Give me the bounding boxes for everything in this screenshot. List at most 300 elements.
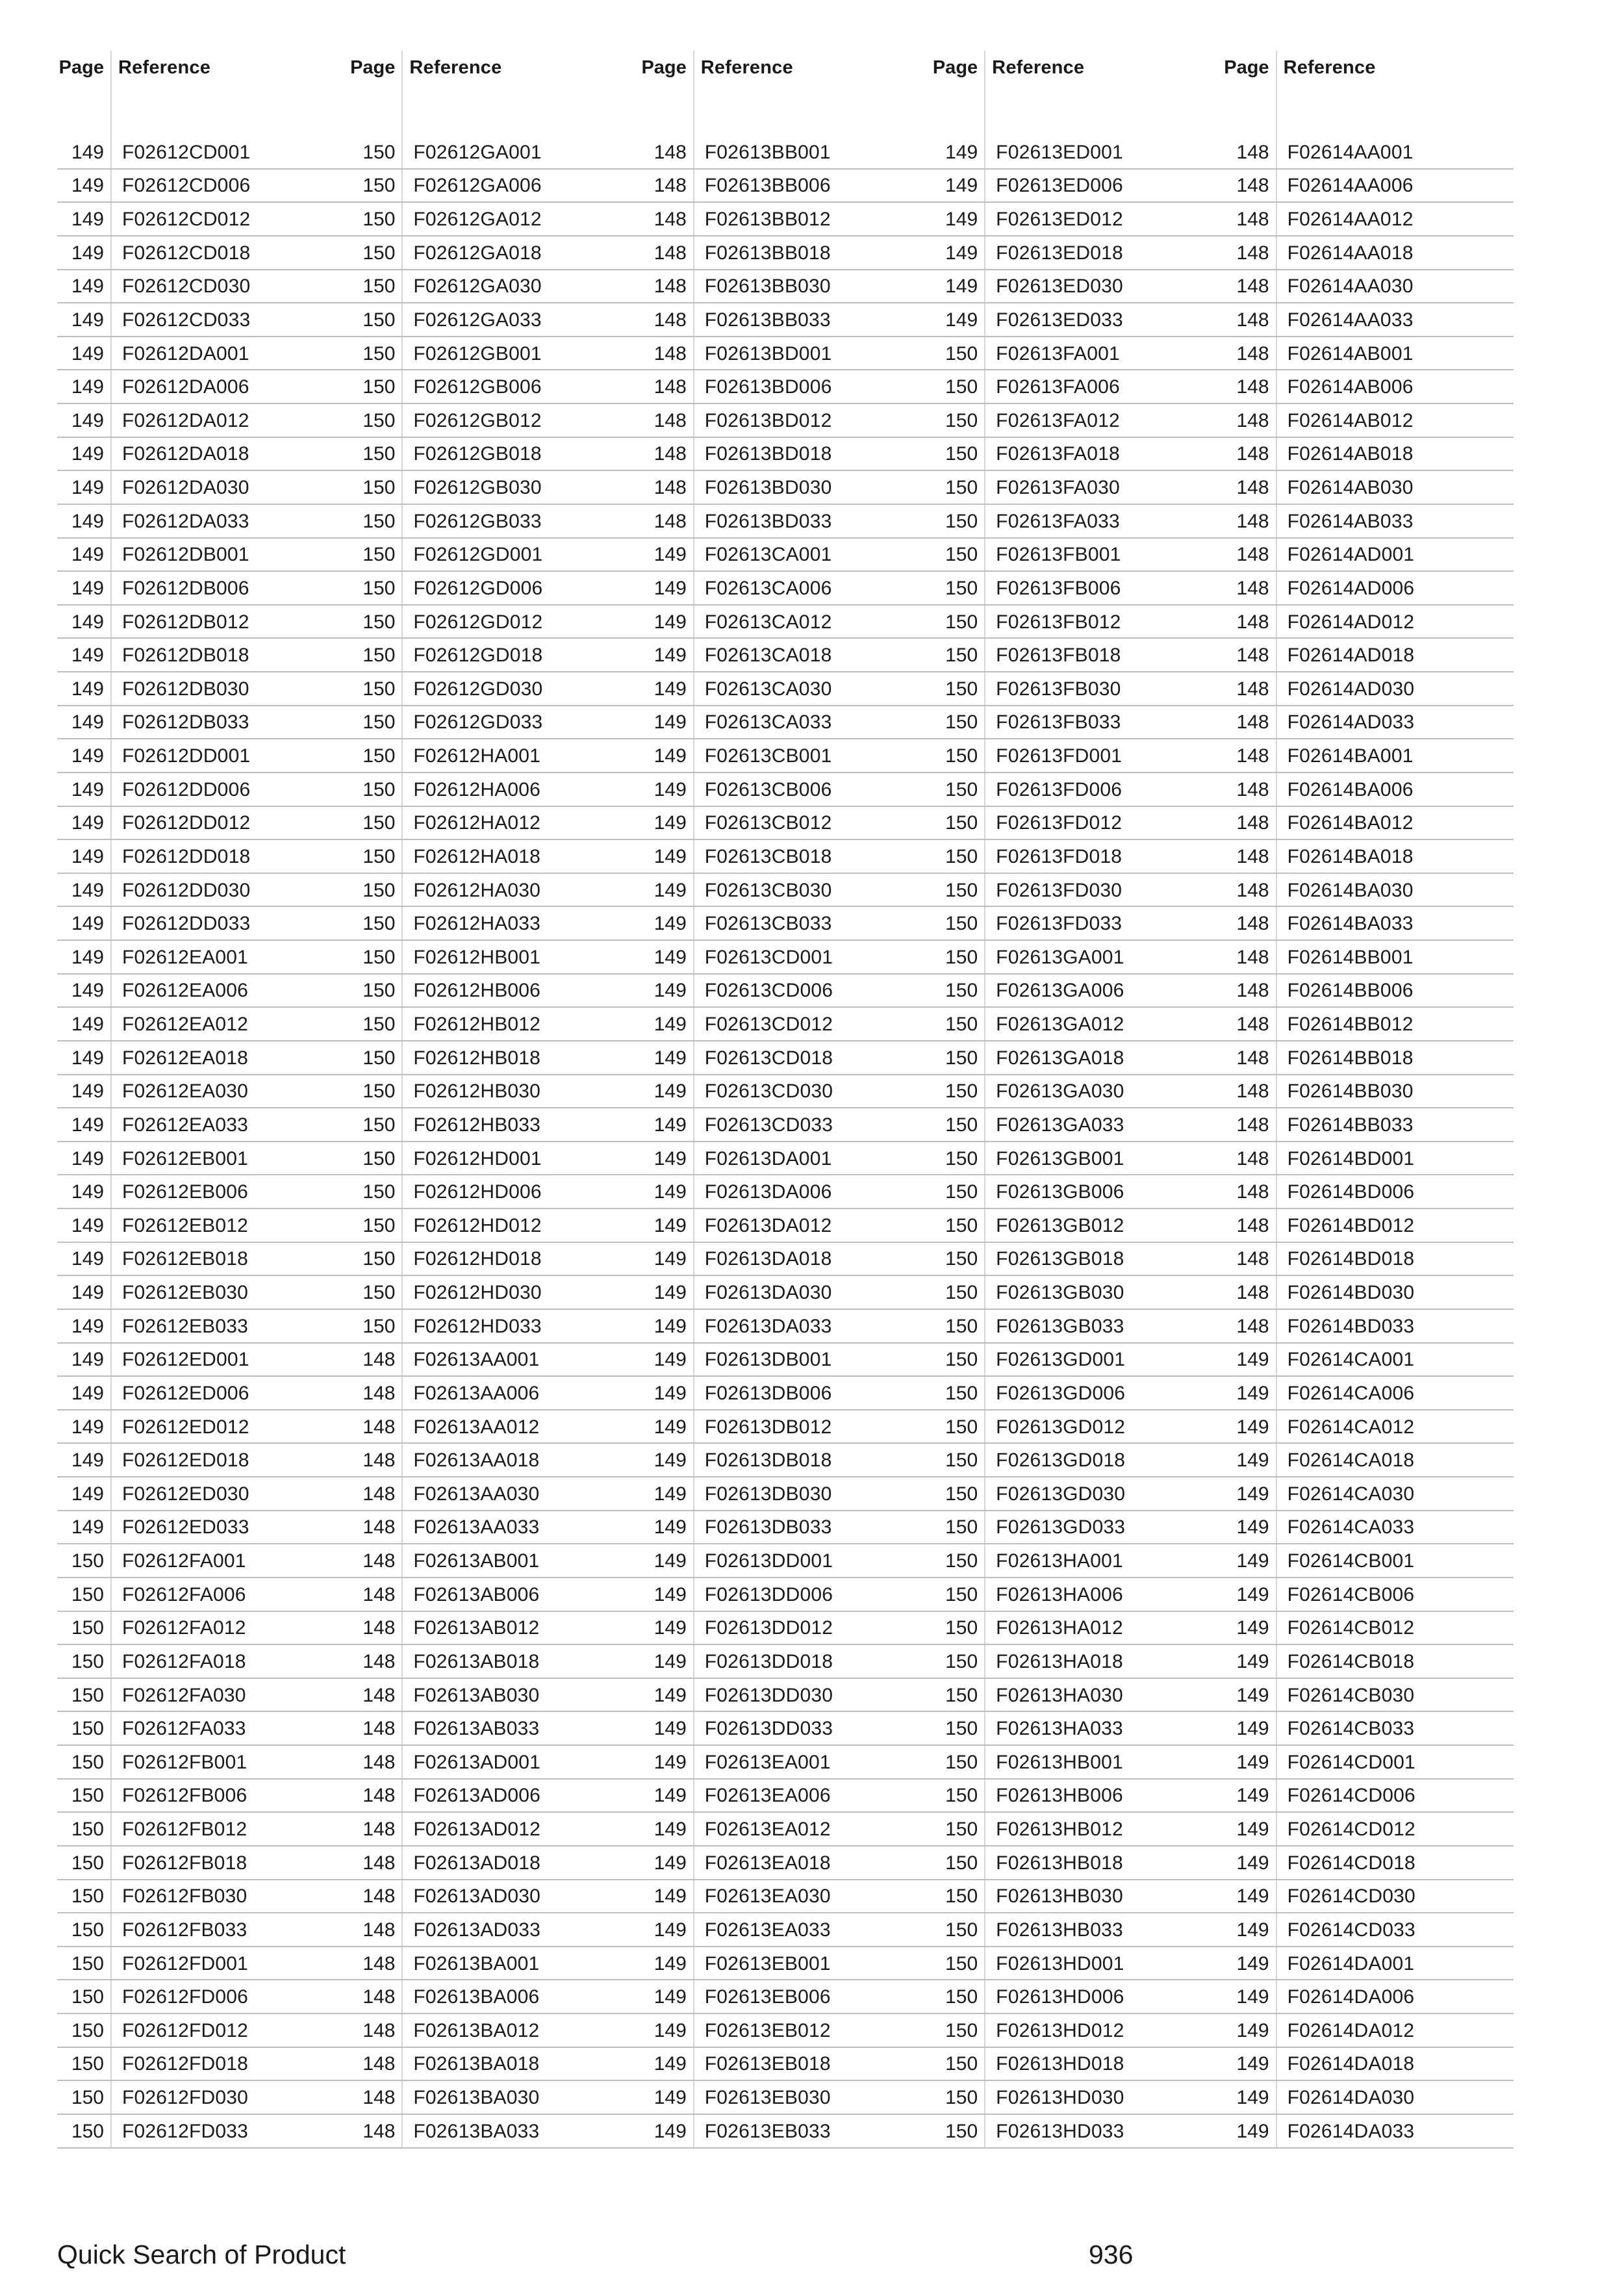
page-number-cell: 150 (931, 1108, 985, 1142)
reference-cell: F02613AD006 (413, 1785, 541, 1807)
reference-cell: F02613EB001 (704, 1952, 831, 1974)
page-number-cell: 150 (348, 1310, 403, 1344)
entry-group (348, 270, 639, 304)
entry-group (1223, 1276, 1514, 1310)
page-number-cell: 149 (640, 1243, 694, 1277)
reference-cell: F02612GA018 (413, 242, 542, 264)
reference-cell: F02614BA018 (1287, 845, 1414, 867)
page-number-cell: 150 (931, 1780, 985, 1813)
reference-cell: F02612CD001 (122, 141, 251, 163)
entry-group (348, 2115, 639, 2149)
entry-group (1223, 1209, 1514, 1243)
header-spacer-cell (1223, 84, 1277, 136)
page-number-cell: 150 (57, 1813, 112, 1846)
entry-group (931, 706, 1222, 740)
reference-cell: F02613AD012 (413, 1819, 541, 1841)
page-number-cell: 150 (348, 874, 403, 908)
reference-cell: F02613HA018 (996, 1650, 1123, 1672)
entry-group (348, 1344, 639, 1377)
page-number-cell: 150 (57, 1578, 112, 1612)
reference-cell: F02613DA012 (704, 1214, 832, 1236)
reference-cell: F02613GD018 (996, 1450, 1126, 1472)
entry-group (348, 1008, 639, 1041)
entry-group (1223, 639, 1514, 672)
entry-group (1223, 505, 1514, 539)
entry-group (348, 1578, 639, 1612)
header-spacer-group (348, 84, 639, 136)
page-number-cell: 150 (931, 1175, 985, 1209)
entry-group (1223, 1544, 1514, 1578)
page-number-cell: 149 (931, 203, 985, 236)
reference-cell: F02612DA012 (122, 409, 249, 431)
entry-group (57, 1913, 348, 1947)
entry-group (931, 606, 1222, 639)
page-number-cell: 150 (348, 404, 403, 438)
entry-group (348, 1477, 639, 1511)
reference-cell: F02613ED033 (996, 309, 1123, 331)
entry-group (348, 1980, 639, 2014)
page-number-cell: 148 (640, 136, 694, 170)
entry-group (1223, 1041, 1514, 1075)
page-number-cell: 149 (57, 706, 112, 740)
reference-cell: F02613CD006 (704, 980, 833, 1002)
page-number-cell: 149 (640, 1477, 694, 1511)
entry-group (1223, 1108, 1514, 1142)
page-number-cell: 149 (57, 606, 112, 639)
reference-cell: F02612HD012 (413, 1214, 542, 1236)
entry-group (57, 1142, 348, 1176)
entry-group (931, 874, 1222, 908)
reference-cell: F02613CA030 (704, 678, 832, 700)
reference-cell: F02613DA006 (704, 1181, 832, 1203)
entry-group (57, 1075, 348, 1109)
reference-cell: F02613DD006 (704, 1583, 833, 1605)
page-number-cell: 150 (931, 1712, 985, 1746)
reference-cell: F02613DA001 (704, 1147, 832, 1169)
reference-cell: F02614AB033 (1287, 510, 1414, 532)
reference-cell: F02614CB006 (1287, 1583, 1415, 1605)
entry-group (640, 1108, 931, 1142)
reference-cell: F02613DB030 (704, 1483, 832, 1505)
page-number-cell: 148 (348, 1511, 403, 1545)
reference-cell: F02613FD012 (996, 812, 1123, 834)
entry-group (57, 236, 348, 270)
entry-group (57, 1444, 348, 1477)
entry-group (1223, 1243, 1514, 1277)
entry-group (1223, 1712, 1514, 1746)
entry-group (57, 203, 348, 236)
page-number-cell: 150 (931, 1444, 985, 1477)
reference-cell: F02612CD012 (122, 209, 251, 231)
page-number-cell: 148 (1223, 1008, 1277, 1041)
reference-cell: F02613HD018 (996, 2053, 1124, 2075)
entry-group (348, 907, 639, 941)
reference-cell: F02614CA006 (1287, 1382, 1415, 1404)
entry-group (57, 1477, 348, 1511)
table-row (57, 2048, 1514, 2082)
reference-cell: F02613BD012 (704, 409, 832, 431)
page-number-cell: 149 (57, 1175, 112, 1209)
header-spacer-group (57, 84, 348, 136)
reference-cell: F02612HD030 (413, 1282, 542, 1304)
entry-group (640, 303, 931, 337)
page-number-cell: 149 (57, 1276, 112, 1310)
entry-group (640, 1880, 931, 1914)
reference-cell: F02613DB006 (704, 1382, 832, 1404)
entry-group (1223, 2014, 1514, 2048)
header-spacer-group (1223, 84, 1514, 136)
reference-cell: F02612HA001 (413, 745, 541, 767)
entry-group (640, 1980, 931, 2014)
page-number-cell: 149 (640, 672, 694, 706)
table-row (57, 236, 1514, 270)
entry-group (1223, 1477, 1514, 1511)
entry-group (931, 471, 1222, 505)
entry-group (931, 1780, 1222, 1813)
reference-cell: F02613AA030 (413, 1483, 540, 1505)
entry-group (1223, 1813, 1514, 1846)
page-number-cell: 148 (1223, 606, 1277, 639)
reference-cell: F02614CA030 (1287, 1483, 1415, 1505)
page-number-cell: 150 (931, 1411, 985, 1444)
entry-group (1223, 1578, 1514, 1612)
reference-cell: F02613GB001 (996, 1147, 1124, 1169)
table-row (57, 303, 1514, 337)
reference-cell: F02613HA006 (996, 1583, 1123, 1605)
page-number-cell: 149 (640, 706, 694, 740)
page-number-cell: 150 (931, 672, 985, 706)
entry-group (931, 1411, 1222, 1444)
reference-cell: F02612EB001 (122, 1147, 249, 1169)
reference-cell: F02614BA012 (1287, 812, 1414, 834)
entry-group (640, 539, 931, 572)
entry-group (1223, 1377, 1514, 1411)
reference-cell: F02613ED012 (996, 209, 1123, 231)
reference-cell: F02612GA006 (413, 175, 542, 197)
reference-cell: F02614CD001 (1287, 1751, 1415, 1773)
reference-cell: F02614CA033 (1287, 1516, 1415, 1539)
reference-cell: F02613BB006 (704, 175, 831, 197)
entry-group (1223, 572, 1514, 606)
page-number-cell: 150 (931, 1913, 985, 1947)
page-number-cell: 148 (1223, 572, 1277, 606)
entry-group (348, 1645, 639, 1679)
entry-group (1223, 337, 1514, 371)
entry-group (348, 874, 639, 908)
reference-cell: F02612GD006 (413, 577, 543, 599)
reference-cell: F02612GB018 (413, 443, 542, 465)
reference-cell: F02614AA018 (1287, 242, 1414, 264)
reference-cell: F02614AD030 (1287, 678, 1415, 700)
header-group (1223, 51, 1514, 84)
reference-cell: F02613GA033 (996, 1114, 1124, 1136)
entry-group (1223, 706, 1514, 740)
page-number-cell: 148 (640, 337, 694, 371)
page-number-cell: 148 (1223, 1142, 1277, 1176)
reference-cell: F02612HB001 (413, 946, 541, 968)
page-number-cell: 150 (348, 337, 403, 371)
page-number-cell: 149 (640, 2081, 694, 2115)
reference-cell: F02613EA012 (704, 1819, 831, 1841)
page-number-cell: 148 (348, 1444, 403, 1477)
entry-group (931, 337, 1222, 371)
page-number-cell: 148 (640, 505, 694, 539)
reference-cell: F02613HD001 (996, 1952, 1124, 1974)
entry-group (931, 203, 1222, 236)
reference-cell: F02613ED030 (996, 275, 1123, 298)
page-number-cell: 150 (931, 1310, 985, 1344)
entry-group (640, 1041, 931, 1075)
page-number-cell: 149 (57, 1108, 112, 1142)
reference-cell: F02613FB006 (996, 577, 1121, 599)
page-number-cell: 150 (931, 1947, 985, 1981)
page-number-cell: 150 (931, 438, 985, 472)
entry-group (57, 1544, 348, 1578)
reference-cell: F02614AB006 (1287, 376, 1414, 398)
page-number-cell: 149 (640, 840, 694, 874)
header-reference: Reference (700, 57, 793, 78)
reference-cell: F02612ED033 (122, 1516, 249, 1539)
page-number-cell: 150 (931, 941, 985, 975)
entry-group (348, 1947, 639, 1981)
reference-cell: F02613GB006 (996, 1181, 1124, 1203)
page-number-cell: 148 (1223, 941, 1277, 975)
entry-group (348, 739, 639, 773)
reference-cell: F02614DA033 (1287, 2120, 1415, 2142)
reference-cell: F02612ED012 (122, 1416, 249, 1438)
page-number-cell: 149 (640, 1780, 694, 1813)
table-row (57, 1108, 1514, 1142)
entry-group (57, 1645, 348, 1679)
entry-group (57, 639, 348, 672)
entry-group (931, 1209, 1222, 1243)
page-number-cell: 148 (640, 370, 694, 404)
reference-cell: F02612FB012 (122, 1819, 247, 1841)
page-number-cell: 148 (348, 1913, 403, 1947)
page-number-cell: 149 (1223, 1645, 1277, 1679)
reference-cell: F02613DB001 (704, 1349, 832, 1371)
reference-cell: F02612HA030 (413, 879, 541, 901)
page-number-cell: 150 (931, 1612, 985, 1646)
table-row (57, 1041, 1514, 1075)
reference-cell: F02613DD001 (704, 1550, 833, 1572)
page-number-cell: 150 (348, 639, 403, 672)
reference-cell: F02613CD030 (704, 1080, 833, 1103)
reference-cell: F02612HD006 (413, 1181, 542, 1203)
reference-cell: F02613HB012 (996, 1819, 1123, 1841)
page-number-cell: 148 (348, 2048, 403, 2082)
page-number-cell: 149 (1223, 1612, 1277, 1646)
table-row (57, 505, 1514, 539)
reference-cell: F02612GD012 (413, 611, 543, 633)
entry-group (640, 1477, 931, 1511)
entry-group (640, 1612, 931, 1646)
entry-group (57, 337, 348, 371)
entry-group (931, 1813, 1222, 1846)
reference-cell: F02614BD030 (1287, 1282, 1415, 1304)
page-number-cell: 150 (931, 2048, 985, 2082)
entry-group (640, 337, 931, 371)
entry-group (1223, 907, 1514, 941)
reference-cell: F02613BB012 (704, 209, 831, 231)
entry-group (640, 1209, 931, 1243)
table-row (57, 773, 1514, 807)
entry-group (931, 1913, 1222, 1947)
entry-group (931, 303, 1222, 337)
page-number-cell: 148 (1223, 136, 1277, 170)
reference-cell: F02613DD033 (704, 1718, 833, 1740)
reference-cell: F02613ED006 (996, 175, 1123, 197)
reference-cell: F02613GB012 (996, 1214, 1124, 1236)
entry-group (640, 840, 931, 874)
reference-cell: F02613HB030 (996, 1885, 1123, 1908)
page-number-cell: 149 (640, 2115, 694, 2149)
reference-cell: F02613EA018 (704, 1852, 831, 1874)
entry-group (57, 136, 348, 170)
entry-group (348, 773, 639, 807)
page-number-cell: 150 (57, 1913, 112, 1947)
reference-cell: F02614BA033 (1287, 913, 1414, 935)
entry-group (348, 1142, 639, 1176)
page-number-cell: 149 (57, 1511, 112, 1545)
page-number-cell: 148 (1223, 303, 1277, 337)
reference-cell: F02612HA033 (413, 913, 541, 935)
reference-cell: F02612EA033 (122, 1114, 249, 1136)
entry-group (640, 773, 931, 807)
entry-group (931, 807, 1222, 841)
entry-group (57, 807, 348, 841)
reference-cell: F02613FA030 (996, 477, 1120, 499)
reference-cell: F02614CB018 (1287, 1650, 1415, 1672)
page-number-cell: 149 (931, 236, 985, 270)
page-number-cell: 150 (348, 706, 403, 740)
page-number-cell: 150 (931, 1075, 985, 1109)
page-number-cell: 149 (57, 1209, 112, 1243)
reference-cell: F02612DD030 (122, 879, 251, 901)
entry-group (348, 807, 639, 841)
entry-group (640, 1712, 931, 1746)
reference-cell: F02613FD033 (996, 913, 1123, 935)
page-number-cell: 150 (348, 136, 403, 170)
page-number-cell: 148 (1223, 840, 1277, 874)
entry-group (640, 505, 931, 539)
entry-group (640, 975, 931, 1008)
page-number-cell: 149 (57, 303, 112, 337)
footer-page-number: 936 (1089, 2240, 1134, 2269)
reference-cell: F02613FA006 (996, 376, 1120, 398)
reference-cell: F02613AA006 (413, 1382, 540, 1404)
entry-group (931, 1544, 1222, 1578)
reference-cell: F02613GA018 (996, 1047, 1124, 1069)
reference-cell: F02614CD018 (1287, 1852, 1415, 1874)
entry-group (57, 606, 348, 639)
table-row (57, 1209, 1514, 1243)
entry-group (57, 1846, 348, 1880)
entry-group (1223, 1980, 1514, 2014)
page-number-cell: 148 (348, 1344, 403, 1377)
reference-cell: F02614CD006 (1287, 1785, 1415, 1807)
page-number-cell: 149 (640, 1612, 694, 1646)
reference-cell: F02612DB018 (122, 645, 249, 667)
reference-cell: F02612DA001 (122, 342, 249, 364)
entry-group (1223, 1142, 1514, 1176)
reference-cell: F02613DD030 (704, 1684, 833, 1706)
page-number-cell: 150 (348, 773, 403, 807)
entry-group (1223, 773, 1514, 807)
entry-group (931, 1377, 1222, 1411)
page-number-cell: 150 (348, 975, 403, 1008)
entry-group (931, 975, 1222, 1008)
reference-cell: F02612FD006 (122, 1986, 248, 2008)
table-row (57, 739, 1514, 773)
page-number-cell: 149 (1223, 1444, 1277, 1477)
page-number-cell: 148 (348, 1477, 403, 1511)
page-number-cell: 150 (57, 2081, 112, 2115)
page-number-cell: 150 (931, 404, 985, 438)
reference-cell: F02612GD001 (413, 544, 543, 566)
page-number-cell: 149 (57, 203, 112, 236)
entry-group (1223, 438, 1514, 472)
reference-cell: F02613DB033 (704, 1516, 832, 1539)
entry-group (640, 739, 931, 773)
page-number-cell: 149 (640, 1679, 694, 1713)
table-row (57, 1276, 1514, 1310)
reference-cell: F02614BB001 (1287, 946, 1414, 968)
page-number-cell: 149 (57, 1411, 112, 1444)
entry-group (57, 170, 348, 203)
reference-cell: F02613FA018 (996, 443, 1120, 465)
entry-group (640, 438, 931, 472)
entry-group (931, 1746, 1222, 1780)
page-number-cell: 150 (931, 337, 985, 371)
page-number-cell: 149 (57, 270, 112, 304)
reference-cell: F02613AA012 (413, 1416, 540, 1438)
table-row (57, 1411, 1514, 1444)
page-number-cell: 150 (348, 438, 403, 472)
reference-cell: F02612GB030 (413, 477, 542, 499)
entry-group (931, 1008, 1222, 1041)
page-number-cell: 149 (640, 1846, 694, 1880)
entry-group (931, 840, 1222, 874)
entry-group (57, 539, 348, 572)
entry-group (57, 1377, 348, 1411)
page-number-cell: 150 (348, 1209, 403, 1243)
entry-group (931, 941, 1222, 975)
page-number-cell: 149 (640, 1746, 694, 1780)
header-group (57, 51, 348, 84)
entry-group (348, 840, 639, 874)
table-row (57, 807, 1514, 841)
page-number-cell: 149 (57, 1075, 112, 1109)
reference-cell: F02614BD001 (1287, 1147, 1415, 1169)
page-number-cell: 150 (931, 1511, 985, 1545)
page-number-cell: 150 (57, 1846, 112, 1880)
page-number-cell: 150 (931, 1980, 985, 2014)
page-number-cell: 150 (931, 706, 985, 740)
entry-group (931, 672, 1222, 706)
reference-cell: F02614AD001 (1287, 544, 1415, 566)
entry-group (57, 706, 348, 740)
entry-group (640, 1008, 931, 1041)
entry-group (1223, 1746, 1514, 1780)
reference-cell: F02612FA006 (122, 1583, 246, 1605)
entry-group (640, 2048, 931, 2082)
page-number-cell: 148 (348, 2115, 403, 2149)
page-number-cell: 149 (931, 270, 985, 304)
entry-group (348, 203, 639, 236)
entry-group (57, 1008, 348, 1041)
reference-cell: F02613BA018 (413, 2053, 540, 2075)
